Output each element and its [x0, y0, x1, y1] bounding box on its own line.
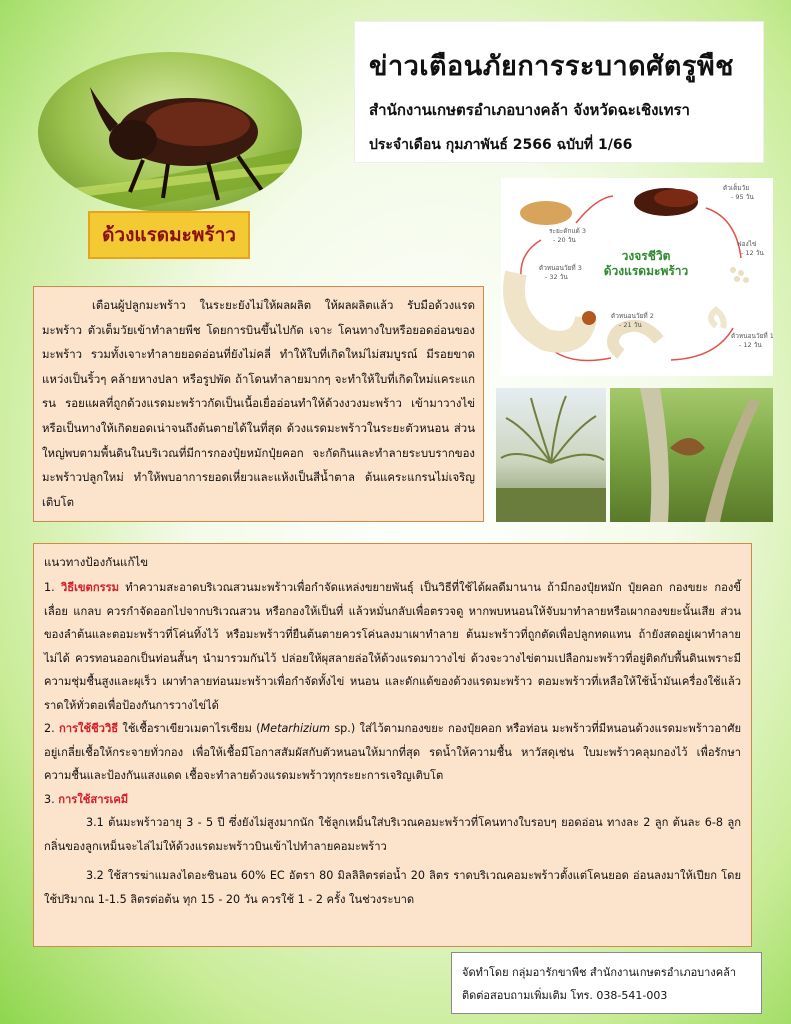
label-adult-days: - 95 วัน — [731, 193, 754, 201]
item-1-text: ทำความสะอาดบริเวณสวนมะพร้าวเพื่อกำจัดแหล่งขยายพันธุ์ เป็นวิธีที่ใช้ได้ผลดีมานาน ถ้ามีกองปุ๋ยหมัก ปุ๋ยคอก กองขยะ กองขี้เลื่อย แกลบ ควรกำจัดออกไปจากบริเวณสวน หรือกองให้เป็นที่ แล้วหมั่นกลับเพื่อตรวจดู หากพบหนอนให้จับมาทำลายหรือเผากองขยะนั้นเสีย ส่วนของลำต้นและตอมะพร้าวที่โค่นทิ้งไว้ หรือมะพร้าวที่ยืนต้นตายควรโค่นลงมาเผาทำลาย ต้นมะพร้าวที่ถูกตัดเพื่อปลูกทดแทน ถ้ายังสดอยู่เผาทำลายไม่ได้ ควรทอนออกเป็นท่อนสั้นๆ นำมารวมกันไว้ ปล่อยให้ผุสลายล่อให้ด้วงแรดมาวางไข่ ด้วงจะวางไข่ตามเปลือกมะพร้าวที่อยู่ติดกับพื้นดินเพราะมีความชุ่มชื้นสูงและผุเร็ว เผาทำลายท่อนมะพร้าวเพื่อกำจัดทั้งไข่ หนอน และดักแด้ของด้วงแรดมะพร้าว ตอมะพร้าวที่เหลือให้ใช้น้ำมันเครื่องใช้แล้วราดให้ทั่วตอเพื่อป้องกันการวางไข่ได้ — [44, 581, 741, 712]
item-2-text-b: sp.) ใส่ไว้ตามกองขยะ กองปุ๋ยคอก หรือท่อน มะพร้าวที่มีหนอนด้วงแรดมะพร้าวอาศัยอยู่เกลี่ยเชื้อให้กระจายทั่วกอง เพื่อให้เชื้อมีโอกาสสัมผัสกับตัวหนอนให้มากที่สุด รดน้ำให้ความชื้น หาวัสดุเช่น ใบมะพร้าวคลุมกองไว้ เพื่อรักษาความชื้นและป้องกันแสงแดด เชื้อจะทำลายด้วงแรดมะพร้าวทุกระยะการเจริญเติบโต — [44, 722, 741, 782]
larva-stage-3-icon — [514, 273, 586, 342]
label-larva-2: ตัวหนอนวัยที่ 2 — [611, 312, 654, 320]
palm-frond-icon — [610, 388, 773, 522]
prepared-by: จัดทำโดย กลุ่มอารักขาพืช สำนักงานเกษตรอำเภอบางคล้า — [462, 966, 736, 979]
item-3-title: การใช้สารเคมี — [58, 792, 129, 806]
contact-phone: ติดต่อสอบถามเพิ่มเติม โทร. 038-541-003 — [462, 989, 668, 1002]
life-cycle-diagram — [501, 178, 773, 376]
footer-box — [451, 952, 762, 1014]
palm-tree-icon — [496, 388, 606, 522]
damaged-frond-photo — [610, 388, 773, 522]
label-egg: ฟองไข่ — [737, 240, 757, 248]
prevention-item-3-1: 3.1 ต้นมะพร้าวอายุ 3 - 5 ปี ซึ่งยังไม่สูงมากนัก ใช้ลูกเหม็นใส่บริเวณคอมะพร้าวที่โคนทางใบรอบๆ ยอดอ่อน ทางละ 2 ลูก ต้นละ 6-8 ลูก กลิ่นของลูกเหม็นจะไล่ไม่ให้ด้วงแรดมะพร้าวบินเข้าไปทำลายคอมะพร้าว — [44, 816, 741, 853]
prevention-item-3 — [44, 788, 741, 812]
header-box — [355, 22, 763, 162]
prevention-item-1 — [44, 576, 741, 717]
item-2-number: 2. — [44, 722, 55, 735]
item-3-number: 3. — [44, 792, 55, 806]
arrow-icon — [706, 208, 741, 258]
label-larva-2-days: - 21 วัน — [619, 321, 642, 329]
arrow-icon — [671, 328, 733, 360]
page-title: ข่าวเตือนภัยการระบาดศัตรูพืช — [369, 51, 734, 82]
warning-box — [33, 286, 484, 522]
prevention-box — [33, 543, 752, 947]
item-1-title: วิธีเขตกรรม — [60, 581, 119, 594]
eggs-icon — [730, 267, 749, 283]
item-2-title: การใช้ชีววิธี — [58, 722, 119, 735]
label-egg-days: - 12 วัน — [741, 249, 764, 257]
pupa-icon — [520, 201, 572, 225]
warning-text: เตือนผู้ปลูกมะพร้าว ในระยะยังไม่ให้ผลผลิต ให้ผลผลิตแล้ว รับมือด้วงแรดมะพร้าว ตัวเต็มวัยเข้าทำลายพืช โดยการบินขึ้นไปกัด เจาะ โคนทางใบหรือยอดอ่อนของมะพร้าว รวมทั้งเจาะทำลายยอดอ่อนที่ยังไม่คลี่ ทำให้ใบที่เกิดใหม่ไม่สมบูรณ์ มีรอยขาดแหว่งเป็นริ้วๆ คล้ายหางปลา หรือรูปพัด ถ้าโดนทำลายมากๆ จะทำให้ใบที่เกิดใหม่แคระแกรน รอยแผลที่ถูกด้วงแรดมะพร้าวกัดเป็นเนื้อเยื่ออ่อนทำให้ด้วงงวงมะพร้าว เข้ามาวางไข่ หรือเป็นทางให้เกิดยอดเน่าจนถึงต้นตายได้ในที่สุด ด้วงแรดมะพร้าวในระยะตัวหนอน ส่วนใหญ่พบตามพื้นดินในบริเวณที่มีการกองปุ๋ยหมักปุ๋ยคอก จะกัดกินและทำลายระบบรากของมะพร้าวปลูกใหม่ ทำให้พบอาการยอดเหี่ยวและแห้งเป็นสีน้ำตาล ต้นแคระแกรนไม่เจริญเติบโต — [42, 298, 475, 509]
lifecycle-subtitle: ด้วงแรดมะพร้าว — [603, 264, 689, 278]
prevention-heading: แนวทางป้องกันแก้ไข — [44, 555, 149, 569]
item-2-scientific-name: Metarhizium — [260, 722, 331, 735]
item-2-text-a: ใช้เชื้อราเขียวเมตาไรเซียม ( — [118, 722, 261, 735]
label-adult: ตัวเต็มวัย — [723, 184, 750, 192]
item-1-number: 1. — [44, 581, 55, 594]
rhinoceros-beetle-icon — [38, 52, 302, 212]
label-larva-3: ตัวหนอนวัยที่ 3 — [539, 264, 582, 272]
arrow-icon — [576, 196, 613, 223]
beetle-photo — [38, 52, 302, 212]
label-larva-3-days: - 32 วัน — [545, 273, 568, 281]
damaged-palm-photo — [496, 388, 606, 522]
label-pupa-days: - 20 วัน — [553, 236, 576, 244]
prevention-item-3-2: 3.2 ใช้สารฆ่าแมลงไดอะซินอน 60% EC อัตรา 80 มิลลิลิตรต่อน้ำ 20 ลิตร ราดบริเวณคอมะพร้าวตั้งแต่โคนยอด อ่อนลงมาให้เปียก โดยใช้ปริมาณ 1-1.5 ลิตรต่อต้น ทุก 15 - 20 วัน ควรใช้ 1 - 2 ครั้ง ในช่วงระบาด — [44, 869, 741, 906]
larva-stage-2-icon — [613, 326, 659, 354]
office-name: สำนักงานเกษตรอำเภอบางคล้า จังหวัดฉะเชิงเทรา — [369, 101, 690, 119]
label-larva-1-days: - 12 วัน — [739, 341, 762, 349]
larva-stage-1-icon — [711, 310, 724, 328]
lifecycle-title: วงจรชีวิต — [621, 249, 671, 263]
label-larva-1: ตัวหนอนวัยที่ 1 — [731, 332, 773, 340]
issue-info: ประจำเดือน กุมภาพันธ์ 2566 ฉบับที่ 1/66 — [369, 137, 633, 153]
arrow-icon — [521, 240, 541, 278]
prevention-item-2 — [44, 717, 741, 788]
label-pupa: ระยะดักแด้ 3 — [549, 227, 587, 235]
pest-name-caption: ด้วงแรดมะพร้าว — [88, 211, 250, 259]
